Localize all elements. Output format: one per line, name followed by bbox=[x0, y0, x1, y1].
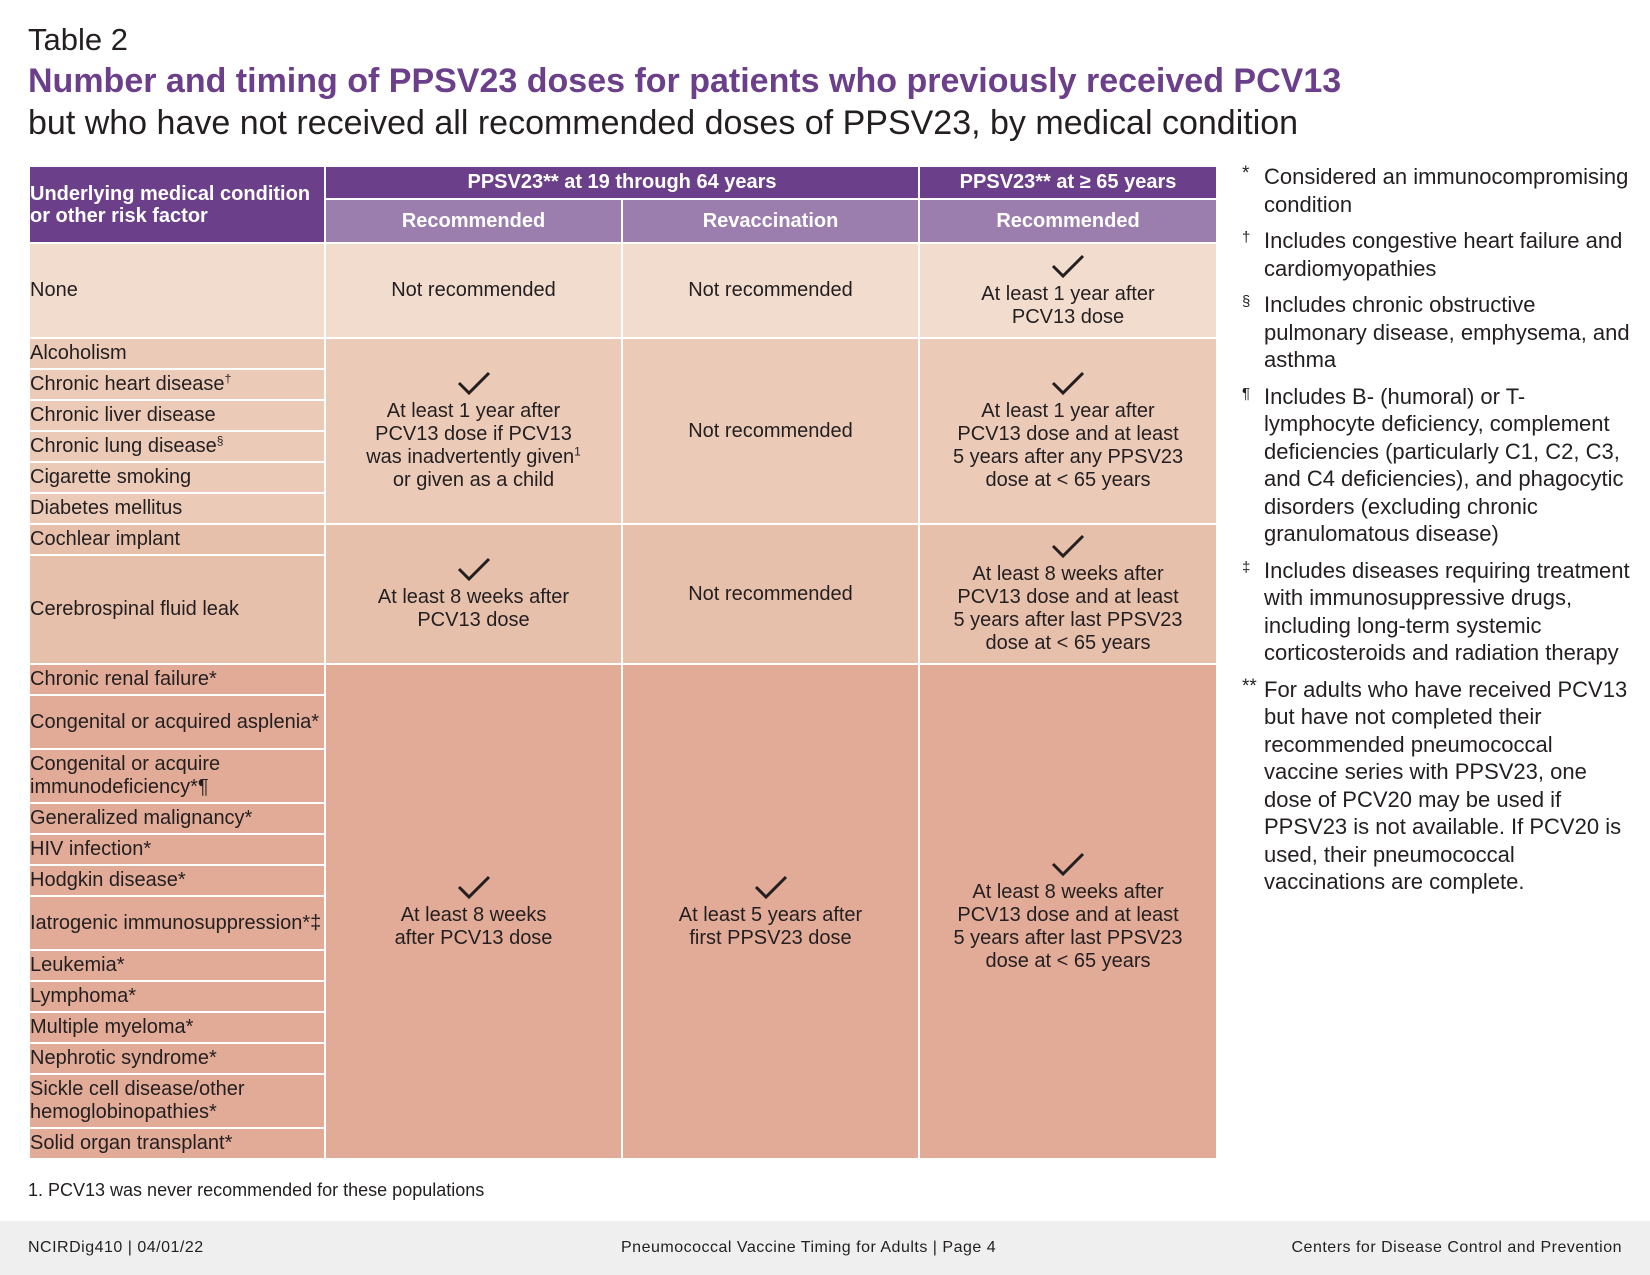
group3-revaccination: Not recommended bbox=[622, 524, 919, 664]
condition-row: Cochlear implant bbox=[29, 524, 325, 555]
none-rec65-line1: At least 1 year after bbox=[981, 282, 1155, 305]
footnote-ref: § bbox=[216, 433, 224, 448]
condition-row bbox=[29, 431, 325, 462]
group2-recommended bbox=[325, 338, 622, 524]
check-icon bbox=[754, 874, 788, 900]
ppsv23-timing-table bbox=[28, 165, 1218, 1160]
condition-row: Congenital or acquire immunodeficiency*¶ bbox=[29, 749, 325, 803]
footer-org: Centers for Disease Control and Prevention bbox=[1291, 1239, 1622, 1256]
note-symbol: * bbox=[1242, 163, 1250, 184]
footnote-ref: 1 bbox=[574, 444, 581, 459]
table-subheading: but who have not received all recommended doses of PPSV23, by medical condition bbox=[28, 104, 1299, 142]
group4-revaccination bbox=[622, 664, 919, 1159]
note-symbol: † bbox=[1242, 229, 1251, 246]
group2-rec-line: or given as a child bbox=[392, 469, 555, 491]
group2-revaccination: Not recommended bbox=[622, 338, 919, 524]
note-item bbox=[1242, 291, 1632, 374]
table-label: Table 2 bbox=[28, 22, 128, 57]
footer-doc-id: NCIRDig410 | 04/01/22 bbox=[28, 1239, 204, 1256]
note-item bbox=[1242, 227, 1632, 282]
none-recommended-65 bbox=[919, 243, 1217, 338]
condition-row: Chronic liver disease bbox=[29, 400, 325, 431]
group3-recommended-65 bbox=[919, 524, 1217, 664]
header-recommended-65: Recommended bbox=[919, 199, 1217, 243]
group2-rec-line: At least 1 year after bbox=[386, 400, 561, 422]
header-revaccination: Revaccination bbox=[622, 199, 919, 243]
condition-row bbox=[29, 369, 325, 400]
group3-rec-line: At least 8 weeks after bbox=[377, 586, 570, 608]
note-text: For adults who have received PCV13 but have not completed their recommended pneumococcal vaccine series with PPSV23, one dose of PCV20 may be used if PPSV23 is not available. If PCV20 is used, their pneumococcal vaccinations are complete. bbox=[1264, 676, 1628, 894]
condition-row: Sickle cell disease/other hemoglobinopathies* bbox=[29, 1074, 325, 1128]
condition-row: Multiple myeloma* bbox=[29, 1012, 325, 1043]
header-recommended: Recommended bbox=[325, 199, 622, 243]
group3-rec-line: PCV13 dose bbox=[417, 609, 530, 631]
check-icon bbox=[457, 874, 491, 900]
condition-row: Solid organ transplant* bbox=[29, 1128, 325, 1159]
condition-row: Iatrogenic immunosuppression*‡ bbox=[29, 896, 325, 950]
none-revaccination: Not recommended bbox=[622, 243, 919, 338]
none-recommended: Not recommended bbox=[325, 243, 622, 338]
note-text: Considered an immunocompromising condition bbox=[1264, 164, 1629, 217]
none-rec65-line2: PCV13 dose bbox=[1011, 305, 1125, 328]
condition-row: Congenital or acquired asplenia* bbox=[29, 695, 325, 749]
group3-recommended bbox=[325, 524, 622, 664]
group4-rec65-line: dose at < 65 years bbox=[985, 949, 1151, 972]
group3-rec65-line: dose at < 65 years bbox=[985, 632, 1151, 654]
group4-rec-line: after PCV13 dose bbox=[394, 926, 553, 949]
group3-rec65-line: At least 8 weeks after bbox=[972, 563, 1164, 585]
group4-rec65-line: 5 years after last PPSV23 bbox=[953, 926, 1183, 949]
group3-rec65-line: 5 years after last PPSV23 bbox=[953, 609, 1183, 631]
condition-row: Chronic renal failure* bbox=[29, 664, 325, 695]
group4-rec65-line: At least 8 weeks after bbox=[972, 880, 1164, 903]
check-icon bbox=[457, 370, 491, 396]
check-icon bbox=[1051, 533, 1085, 559]
note-symbol: ** bbox=[1242, 675, 1257, 697]
check-icon bbox=[1051, 851, 1085, 877]
note-text: Includes B- (humoral) or T-lymphocyte deficiency, complement deficiencies (particularly C1, C2, C3, and C4 deficiencies), and phagocytic disorders (excluding chronic granulomatous disease) bbox=[1264, 383, 1624, 546]
page-footer bbox=[0, 1221, 1650, 1275]
condition-none: None bbox=[29, 243, 325, 338]
note-symbol: ‡ bbox=[1242, 558, 1251, 576]
condition-row: Hodgkin disease* bbox=[29, 865, 325, 896]
header-condition: Underlying medical condition or other risk factor bbox=[29, 166, 325, 243]
check-icon bbox=[457, 556, 491, 582]
condition-row: Generalized malignancy* bbox=[29, 803, 325, 834]
group3-rec65-line: PCV13 dose and at least bbox=[957, 586, 1179, 608]
group4-rec-line: At least 8 weeks bbox=[400, 903, 547, 926]
check-icon bbox=[1051, 253, 1085, 279]
footnotes-legend bbox=[1242, 163, 1632, 905]
note-text: Includes chronic obstructive pulmonary disease, emphysema, and asthma bbox=[1264, 292, 1630, 372]
condition-row: Cerebrospinal fluid leak bbox=[29, 555, 325, 664]
note-text: Includes congestive heart failure and cardiomyopathies bbox=[1264, 228, 1623, 281]
group4-recommended-65 bbox=[919, 664, 1217, 1159]
group4-revac-line: At least 5 years after bbox=[678, 903, 863, 926]
title-block bbox=[28, 20, 1341, 144]
note-item bbox=[1242, 383, 1632, 548]
note-item bbox=[1242, 557, 1632, 667]
condition-row: Cigarette smoking bbox=[29, 462, 325, 493]
group2-rec65-line: PCV13 dose and at least bbox=[957, 423, 1179, 445]
footer-page-title: Pneumococcal Vaccine Timing for Adults | Page 4 bbox=[621, 1239, 997, 1256]
group4-rec65-line: PCV13 dose and at least bbox=[957, 903, 1179, 926]
condition-row: Alcoholism bbox=[29, 338, 325, 369]
group2-rec65-line: dose at < 65 years bbox=[985, 469, 1151, 491]
condition-row: HIV infection* bbox=[29, 834, 325, 865]
condition-row: Diabetes mellitus bbox=[29, 493, 325, 524]
group4-revac-line: first PPSV23 dose bbox=[689, 926, 852, 949]
condition-row: Lymphoma* bbox=[29, 981, 325, 1012]
condition-text: Chronic heart disease bbox=[30, 373, 225, 395]
note-item bbox=[1242, 676, 1632, 896]
group2-rec-text: was inadvertently given bbox=[366, 446, 575, 468]
note-symbol: ¶ bbox=[1242, 384, 1251, 402]
group2-rec-line bbox=[326, 446, 621, 469]
condition-row: Nephrotic syndrome* bbox=[29, 1043, 325, 1074]
group2-rec65-line: 5 years after any PPSV23 bbox=[952, 446, 1184, 468]
condition-row: Leukemia* bbox=[29, 950, 325, 981]
header-group-19-64: PPSV23** at 19 through 64 years bbox=[325, 166, 919, 199]
group2-rec65-line: At least 1 year after bbox=[981, 400, 1155, 422]
header-group-65: PPSV23** at ≥ 65 years bbox=[919, 166, 1217, 199]
note-text: Includes diseases requiring treatment with immunosuppressive drugs, including long-term systemic corticosteroids and radiation therapy bbox=[1264, 557, 1630, 665]
note-symbol: § bbox=[1242, 293, 1251, 310]
note-item bbox=[1242, 163, 1632, 218]
condition-text: Chronic lung disease bbox=[30, 435, 217, 457]
check-icon bbox=[1051, 370, 1085, 396]
table-footnote: 1. PCV13 was never recommended for these populations bbox=[28, 1180, 485, 1200]
group4-recommended bbox=[325, 664, 622, 1159]
group2-rec-line: PCV13 dose if PCV13 bbox=[375, 423, 572, 445]
footnote-ref: † bbox=[224, 371, 232, 386]
group2-recommended-65 bbox=[919, 338, 1217, 524]
table-heading: Number and timing of PPSV23 doses for patients who previously received PCV13 bbox=[28, 62, 1342, 100]
